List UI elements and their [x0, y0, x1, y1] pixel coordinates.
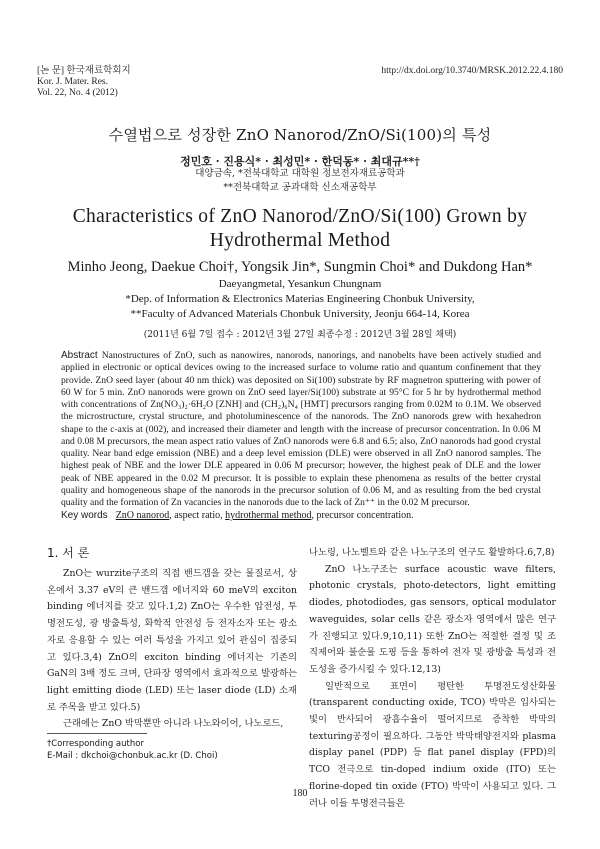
keyword-zno-nanorod: ZnO nanorod [115, 510, 170, 521]
right-column-text [309, 545, 556, 812]
right-paragraph-2: ZnO 나노구조는 surface acoustic wave filters, photonic crystals, photo-detectors, light emitting diodes, photodiodes, gas sensors, optical modulator waveguides, solar cells 같은 광소자 영역에서 많은 연구가 진행되고 있다.9,10,11) 또한 ZnO는 적절한 결정 및 조직제어와 불순물 도핑 등을 통하여 전자 및 광방출 특성과 전도성을 증가시킬 수 있다.12,13) [309, 563, 556, 675]
abstract-text: Nanostructures of ZnO, such as nanowires, nanorods, nanorings, and nanobelts have been actively studied and applied in electronic or optical devices owing to the increased surface to volume ratio and quantum confinement that they provide. ZnO seed layer (about 40 nm thick) was deposited on Si(100) substrate by RF magnetron sputtering with power of 60 W for 5 min. ZnO nanorods were grown on ZnO seed layer/Si(100) substrate at 95°C for 5 hr by hydrothermal method with concentrations of Zn(NO₃)₂·6H₂O [ZNH] and (CH₂)₆N₄ [HMT] precursors ranging from 0.02M to 0.1M. We observed the microstructure, crystal structure, and photoluminescence of the nanorods. The ZnO nanorods grew with hexahedron shape to the c-axis at (002), and increased their diameter and length with the increase of precursor concentration. In 0.06 M and 0.08 M precursors, the mean aspect ratio values of ZnO nanorods were 6.8 and 6.5; also, ZnO nanorods had good crystal quality. Near band edge emission (NBE) and a deep level emission (DLE) were observed in all ZnO nanorod samples. The highest peak of NBE and the lower DLE appeared in 0.06 M precursor; however, the highest peak of DLE and the lower peak of NBE appeared in the 0.02 M precursor. It is possible to explain these phenomena as results of the better crystal quality and homogeneous shape of the nanorods in the precursor solution of 0.06 M, and as resulting from the bed crystal quality and the formation of Zn vacancies in the nanorods due to the lack of Zn⁺⁺ in the 0.02 M precursor. [61, 350, 541, 508]
korean-affiliations [40, 167, 560, 195]
keywords [61, 510, 541, 521]
journal-header [37, 66, 131, 99]
journal-name-korean: [논 문] 한국재료학회지 [37, 66, 131, 76]
right-paragraph-1: 나노링, 나노벨트와 같은 나노구조의 연구도 활발하다.6,7,8) [309, 547, 555, 558]
abstract [61, 350, 541, 509]
keyword-separator: , aspect ratio, [169, 510, 226, 521]
english-authors: Minho Jeong, Daekue Choi†, Yongsik Jin*, Sungmin Choi* and Dukdong Han* [67, 259, 533, 275]
received-dates: (2011년 6월 7일 접수 : 2012년 3월 27일 최종수정 : 2012년 3월 28일 채택) [143, 330, 457, 340]
doi-link[interactable]: http://dx.doi.org/10.3740/MRSK.2012.22.4.180 [381, 66, 563, 76]
footnote-corresponding: †Corresponding author [47, 739, 144, 749]
footnote [47, 738, 218, 762]
page-number: 180 [292, 788, 308, 799]
english-title [40, 205, 560, 253]
intro-paragraph-1: ZnO는 wurzite구조의 직접 밴드갭을 갖는 물질로서, 상온에서 3.37 eV의 큰 밴드갭 에너지와 60 meV의 exciton binding 에너지를 갖고 있다.1,2) ZnO는 우수한 압전성, 투명전도성, 광 방출특성, 화학적 안전성 등 전자소자 또는 광소자로 응용할 수 있는 여러 특성을 가지고 있어 관심이 집중되고 있다.3,4) ZnO의 exciton binding 에너지는 기존의 GaN의 3배 정도 크며, 단파장 영역에서 효과적으로 발광하는 light emitting diode (LED) 또는 laser diode (LD) 소재로 주목을 받고 있다.5) [47, 568, 297, 713]
keyword-hydrothermal: hydrothermal method [225, 510, 312, 521]
right-paragraph-3: 일반적으로 표면이 평탄한 투명전도성산화물(transparent conducting oxide, TCO) 박막은 입사되는 빛이 반사되어 광흡수율이 떨어지므로 증착한 박막의 texturing공정이 필요하다. 그동안 박막태양전지와 plasma display panel (PDP) 등 flat panel display (FPD)의 TCO 전극으로 tin-doped indium oxide (ITO) 또는 florine-doped tin oxide (FTO) 박막이 사용되고 있다. 그러나 이들 투명전극들은 [309, 680, 556, 809]
korean-authors: 정민호 · 진용식* · 최성민* · 한덕동* · 최대규**† [180, 155, 420, 168]
korean-title: 수열법으로 성장한 ZnO Nanorod/ZnO/Si(100)의 특성 [108, 126, 492, 144]
footnote-rule [47, 733, 147, 734]
footnote-email: E-Mail : dkchoi@chonbuk.ac.kr (D. Choi) [47, 751, 218, 761]
journal-name-english: Kor. J. Mater. Res. [37, 77, 108, 87]
english-affiliation-2: *Dep. of Information & Electronics Materias Engineering Chonbuk University, [125, 293, 475, 305]
keywords-label: Key words [61, 510, 108, 521]
korean-affiliation-1: 대양금속, *전북대학교 대학원 정보전자재료공학과 [195, 168, 405, 179]
left-column-text [47, 566, 297, 733]
english-affiliations [40, 277, 560, 322]
intro-paragraph-2: 근래에는 ZnO 박막뿐만 아니라 나노와이어, 나노로드, [63, 718, 284, 730]
journal-volume: Vol. 22, No. 4 (2012) [37, 88, 118, 98]
english-affiliation-1: Daeyangmetal, Yesankun Chungnam [218, 278, 382, 290]
keyword-tail: , precursor concentration. [311, 510, 414, 521]
english-title-line-2: Hydrothermal Method [209, 230, 391, 251]
abstract-label: Abstract [61, 350, 98, 361]
section-heading-introduction: 1. 서 론 [47, 546, 90, 560]
korean-affiliation-2: **전북대학교 공과대학 신소재공학부 [223, 182, 377, 193]
english-affiliation-3: **Faculty of Advanced Materials Chonbuk University, Jeonju 664-14, Korea [130, 308, 470, 320]
english-title-line-1: Characteristics of ZnO Nanorod/ZnO/Si(100) Grown by [72, 206, 528, 227]
